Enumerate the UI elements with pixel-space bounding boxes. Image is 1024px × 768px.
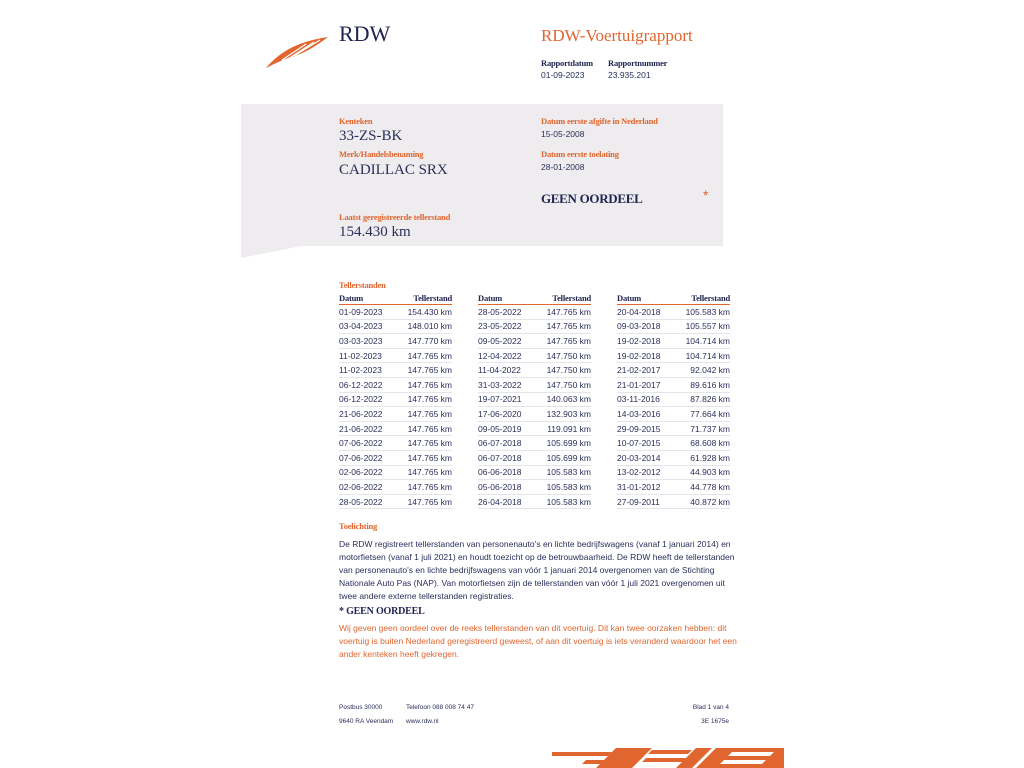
verdict-star: *: [703, 187, 709, 203]
reading-odometer: 77.664 km: [673, 407, 730, 422]
reading-odometer: 105.583 km: [534, 480, 591, 495]
reading-odometer: 105.583 km: [534, 494, 591, 509]
explanation-title: Toelichting: [339, 521, 378, 531]
reading-row: [478, 305, 591, 320]
reading-row: [617, 305, 730, 320]
reading-odometer: 147.750 km: [534, 377, 591, 392]
reading-odometer: 147.765 km: [395, 450, 452, 465]
readings-header-row: [339, 292, 452, 305]
vehicle-panel-tail: [241, 246, 301, 258]
reading-odometer: 104.714 km: [673, 334, 730, 349]
reading-row: [339, 421, 452, 436]
col-odo-header: Tellerstand: [534, 292, 591, 305]
rdw-logo-icon: [264, 34, 330, 70]
reading-row: [478, 465, 591, 480]
reading-date: 09-03-2018: [617, 319, 673, 334]
reading-date: 12-04-2022: [478, 348, 534, 363]
text-line: twee andere externe tellerstanden registraties.: [339, 590, 514, 601]
first-nl-label: Datum eerste afgifte in Nederland: [541, 116, 658, 126]
readings-table-2: [478, 292, 591, 509]
reading-date: 09-05-2019: [478, 421, 534, 436]
reading-odometer: 147.765 km: [534, 334, 591, 349]
reading-date: 21-06-2022: [339, 421, 395, 436]
reading-odometer: 147.765 km: [395, 421, 452, 436]
first-admission-label: Datum eerste toelating: [541, 149, 619, 159]
reading-date: 23-05-2022: [478, 319, 534, 334]
reading-date: 10-07-2015: [617, 436, 673, 451]
verdict-heading: * GEEN OORDEEL: [339, 606, 425, 617]
reading-odometer: 44.903 km: [673, 465, 730, 480]
reading-odometer: 68.608 km: [673, 436, 730, 451]
reading-odometer: 87.826 km: [673, 392, 730, 407]
reading-row: [478, 348, 591, 363]
reading-odometer: 147.750 km: [534, 348, 591, 363]
reading-row: [339, 348, 452, 363]
reading-odometer: 105.583 km: [534, 465, 591, 480]
decorative-stripes-icon: [552, 744, 784, 768]
reading-row: [617, 377, 730, 392]
reading-odometer: 147.750 km: [534, 363, 591, 378]
reading-date: 11-04-2022: [478, 363, 534, 378]
reading-row: [617, 421, 730, 436]
reading-row: [339, 480, 452, 495]
reading-date: 17-06-2020: [478, 407, 534, 422]
report-date-label: Rapportdatum: [541, 58, 593, 68]
reading-row: [339, 407, 452, 422]
reading-odometer: 147.765 km: [395, 480, 452, 495]
reading-row: [339, 334, 452, 349]
last-odo-label: Laatst geregistreerde tellerstand: [339, 212, 451, 222]
reading-date: 03-04-2023: [339, 319, 395, 334]
reading-odometer: 71.737 km: [673, 421, 730, 436]
readings-header-row: [617, 292, 730, 305]
readings-title: Tellerstanden: [339, 280, 386, 290]
reading-date: 02-06-2022: [339, 480, 395, 495]
reading-date: 06-07-2018: [478, 450, 534, 465]
reading-date: 31-03-2022: [478, 377, 534, 392]
reading-odometer: 147.765 km: [395, 377, 452, 392]
reading-odometer: 44.778 km: [673, 480, 730, 495]
reading-odometer: 132.903 km: [534, 407, 591, 422]
reading-date: 13-02-2012: [617, 465, 673, 480]
reading-date: 14-03-2016: [617, 407, 673, 422]
reading-date: 19-07-2021: [478, 392, 534, 407]
col-date-header: Datum: [478, 292, 534, 305]
reading-date: 21-06-2022: [339, 407, 395, 422]
reading-date: 20-04-2018: [617, 305, 673, 320]
reading-date: 02-06-2022: [339, 465, 395, 480]
report-number: 23.935.201: [608, 70, 651, 80]
reading-odometer: 147.765 km: [395, 436, 452, 451]
reading-odometer: 105.583 km: [673, 305, 730, 320]
reading-row: [478, 319, 591, 334]
explanation-text: [339, 538, 739, 603]
reading-date: 03-03-2023: [339, 334, 395, 349]
reading-row: [339, 436, 452, 451]
col-odo-header: Tellerstand: [395, 292, 452, 305]
reading-odometer: 105.699 km: [534, 436, 591, 451]
reading-odometer: 105.557 km: [673, 319, 730, 334]
reading-row: [478, 363, 591, 378]
reading-odometer: 105.699 km: [534, 450, 591, 465]
text-line: voertuig is buiten Nederland geregistreerd geweest, of aan dit voertuig is iets veranderd waardoor het een: [339, 635, 737, 646]
reading-date: 19-02-2018: [617, 334, 673, 349]
reading-row: [617, 450, 730, 465]
text-line: motorfietsen (vanaf 1 juli 2021) en houdt toezicht op de betrouwbaarheid. De RDW heeft de tellerstanden: [339, 551, 735, 562]
footer-code: 3E 1675e: [701, 718, 729, 725]
reading-odometer: 147.765 km: [395, 465, 452, 480]
text-line: van personenauto’s en lichte bedrijfswagens van vóór 1 januari 2014 overgenomen van de Stichting: [339, 564, 715, 575]
reading-date: 29-09-2015: [617, 421, 673, 436]
make-value: CADILLAC SRX: [339, 162, 448, 178]
reading-odometer: 147.765 km: [395, 348, 452, 363]
reading-row: [617, 319, 730, 334]
reading-row: [339, 494, 452, 509]
reading-date: 28-05-2022: [339, 494, 395, 509]
reading-date: 06-07-2018: [478, 436, 534, 451]
reading-odometer: 147.765 km: [534, 319, 591, 334]
reading-row: [617, 334, 730, 349]
org-name: RDW: [339, 21, 391, 46]
col-date-header: Datum: [339, 292, 395, 305]
readings-table-1: [339, 292, 452, 509]
reading-date: 06-06-2018: [478, 465, 534, 480]
reading-row: [478, 407, 591, 422]
reading-date: 06-12-2022: [339, 392, 395, 407]
plate-label: Kenteken: [339, 116, 373, 126]
footer-postal-city: 9640 RA Veendam: [339, 718, 394, 725]
text-line: Nationale Auto Pas (NAP). Van motorfietsen zijn de tellerstanden van vóór 1 juli 2021 overgenomen uit: [339, 577, 725, 588]
footer-page: Blad 1 van 4: [692, 704, 729, 711]
reading-row: [478, 392, 591, 407]
reading-odometer: 154.430 km: [395, 305, 452, 320]
reading-odometer: 40.872 km: [673, 494, 730, 509]
reading-row: [339, 450, 452, 465]
reading-date: 05-06-2018: [478, 480, 534, 495]
reading-row: [339, 363, 452, 378]
reading-date: 03-11-2016: [617, 392, 673, 407]
report-title: RDW-Voertuigrapport: [541, 26, 693, 45]
reading-row: [617, 348, 730, 363]
reading-odometer: 140.063 km: [534, 392, 591, 407]
reading-row: [478, 421, 591, 436]
reading-date: 11-02-2023: [339, 348, 395, 363]
reading-row: [617, 363, 730, 378]
reading-row: [617, 392, 730, 407]
reading-row: [339, 319, 452, 334]
reading-date: 09-05-2022: [478, 334, 534, 349]
verdict: GEEN OORDEEL: [541, 191, 643, 206]
report-number-label: Rapportnummer: [608, 58, 668, 68]
reading-date: 11-02-2023: [339, 363, 395, 378]
last-odo-value: 154.430 km: [339, 224, 411, 240]
first-nl-value: 15-05-2008: [541, 129, 585, 139]
footer-phone: Telefoon 088 008 74 47: [406, 704, 474, 711]
reading-odometer: 61.928 km: [673, 450, 730, 465]
reading-odometer: 147.765 km: [395, 363, 452, 378]
reading-row: [617, 494, 730, 509]
reading-odometer: 119.091 km: [534, 421, 591, 436]
reading-row: [617, 436, 730, 451]
reading-row: [617, 480, 730, 495]
reading-date: 27-09-2011: [617, 494, 673, 509]
make-label: Merk/Handelsbenaming: [339, 149, 424, 159]
reading-row: [478, 450, 591, 465]
reading-odometer: 89.616 km: [673, 377, 730, 392]
verdict-explanation: [339, 622, 739, 661]
readings-table-3: [617, 292, 730, 509]
text-line: Wij geven geen oordeel over de reeks tellerstanden van dit voertuig. Dit kan twee oorzaken hebben: dit: [339, 623, 727, 633]
text-line: De RDW registreert tellerstanden van personenauto’s en lichte bedrijfswagens (vanaf 1 januari 2014) en: [339, 539, 731, 549]
first-admission-value: 28-01-2008: [541, 162, 585, 172]
report-date: 01-09-2023: [541, 70, 585, 80]
reading-odometer: 147.765 km: [395, 392, 452, 407]
text-line: ander kenteken heeft gekregen.: [339, 648, 460, 659]
reading-row: [339, 392, 452, 407]
reading-row: [339, 377, 452, 392]
reading-date: 01-09-2023: [339, 305, 395, 320]
reading-row: [478, 494, 591, 509]
reading-odometer: 92.042 km: [673, 363, 730, 378]
footer-website: www.rdw.nl: [406, 718, 439, 725]
reading-odometer: 147.765 km: [395, 407, 452, 422]
reading-row: [617, 407, 730, 422]
reading-date: 26-04-2018: [478, 494, 534, 509]
reading-row: [478, 334, 591, 349]
reading-date: 07-06-2022: [339, 450, 395, 465]
reading-odometer: 147.770 km: [395, 334, 452, 349]
reading-row: [478, 480, 591, 495]
reading-odometer: 148.010 km: [395, 319, 452, 334]
reading-date: 21-01-2017: [617, 377, 673, 392]
col-date-header: Datum: [617, 292, 673, 305]
plate-value: 33-ZS-BK: [339, 128, 403, 144]
reading-row: [339, 305, 452, 320]
footer-po-box: Postbus 30000: [339, 704, 383, 711]
reading-row: [478, 436, 591, 451]
reading-date: 20-03-2014: [617, 450, 673, 465]
reading-row: [339, 465, 452, 480]
reading-row: [617, 465, 730, 480]
reading-odometer: 147.765 km: [534, 305, 591, 320]
reading-row: [478, 377, 591, 392]
reading-odometer: 147.765 km: [395, 494, 452, 509]
reading-date: 19-02-2018: [617, 348, 673, 363]
reading-date: 07-06-2022: [339, 436, 395, 451]
readings-header-row: [478, 292, 591, 305]
col-odo-header: Tellerstand: [673, 292, 730, 305]
reading-date: 06-12-2022: [339, 377, 395, 392]
reading-date: 28-05-2022: [478, 305, 534, 320]
reading-date: 21-02-2017: [617, 363, 673, 378]
reading-date: 31-01-2012: [617, 480, 673, 495]
reading-odometer: 104.714 km: [673, 348, 730, 363]
